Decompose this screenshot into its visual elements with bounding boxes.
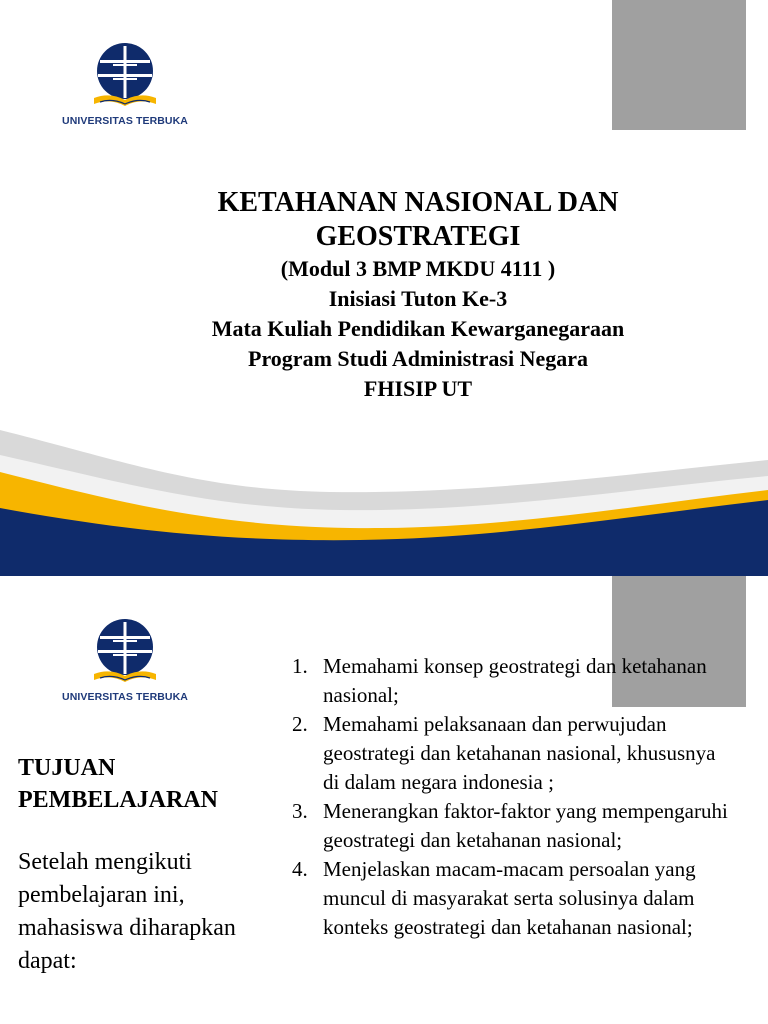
list-item-text: Menjelaskan macam-macam persoalan yang muncul di masyarakat serta solusinya dalam konteks geostrategi dan ketahanan nasional; [323, 857, 696, 939]
title-line-1: KETAHANAN NASIONAL DAN [217, 187, 619, 218]
subtitle-course: Mata Kuliah Pendidikan Kewarganegaraan [211, 316, 625, 341]
list-item-text: Memahami konsep geostrategi dan ketahanan nasional; [323, 654, 707, 707]
university-logo [60, 616, 190, 703]
goal-list [292, 652, 732, 942]
objectives-slide [0, 576, 768, 1024]
gray-corner-block [612, 0, 746, 130]
subtitle-faculty: FHISIP UT [363, 376, 473, 401]
university-logo [60, 40, 190, 127]
logo-text: UNIVERSITAS TERBUKA [62, 115, 188, 127]
university-emblem-icon [88, 616, 162, 690]
objectives-heading-line-2: PEMBELAJARAN [18, 787, 219, 813]
subtitle-session: Inisiasi Tuton Ke-3 [328, 286, 508, 311]
list-item-number: 1. [292, 654, 308, 678]
list-item [292, 652, 732, 710]
decorative-wave [0, 420, 768, 576]
list-item [292, 710, 732, 797]
objectives-heading [18, 752, 268, 816]
list-item [292, 855, 732, 942]
subtitle-module: (Modul 3 BMP MKDU 4111 ) [280, 256, 556, 281]
list-item [292, 797, 732, 855]
subtitle-program: Program Studi Administrasi Negara [248, 346, 588, 371]
list-item-number: 2. [292, 712, 308, 736]
slide-title-block [100, 186, 736, 404]
university-emblem-icon [88, 40, 162, 114]
logo-text: UNIVERSITAS TERBUKA [62, 691, 188, 703]
list-item-text: Memahami pelaksanaan dan perwujudan geostrategi dan ketahanan nasional, khususnya di dalam negara indonesia ; [323, 712, 716, 794]
list-item-text: Menerangkan faktor-faktor yang mempengaruhi geostrategi dan ketahanan nasional; [323, 799, 728, 852]
objectives-heading-line-1: TUJUAN [18, 755, 116, 781]
list-item-number: 3. [292, 799, 308, 823]
objectives-intro: Setelah mengikuti pembelajaran ini, mahasiswa diharapkan dapat: [18, 849, 236, 974]
list-item-number: 4. [292, 857, 308, 881]
title-line-2: GEOSTRATEGI [315, 221, 521, 252]
